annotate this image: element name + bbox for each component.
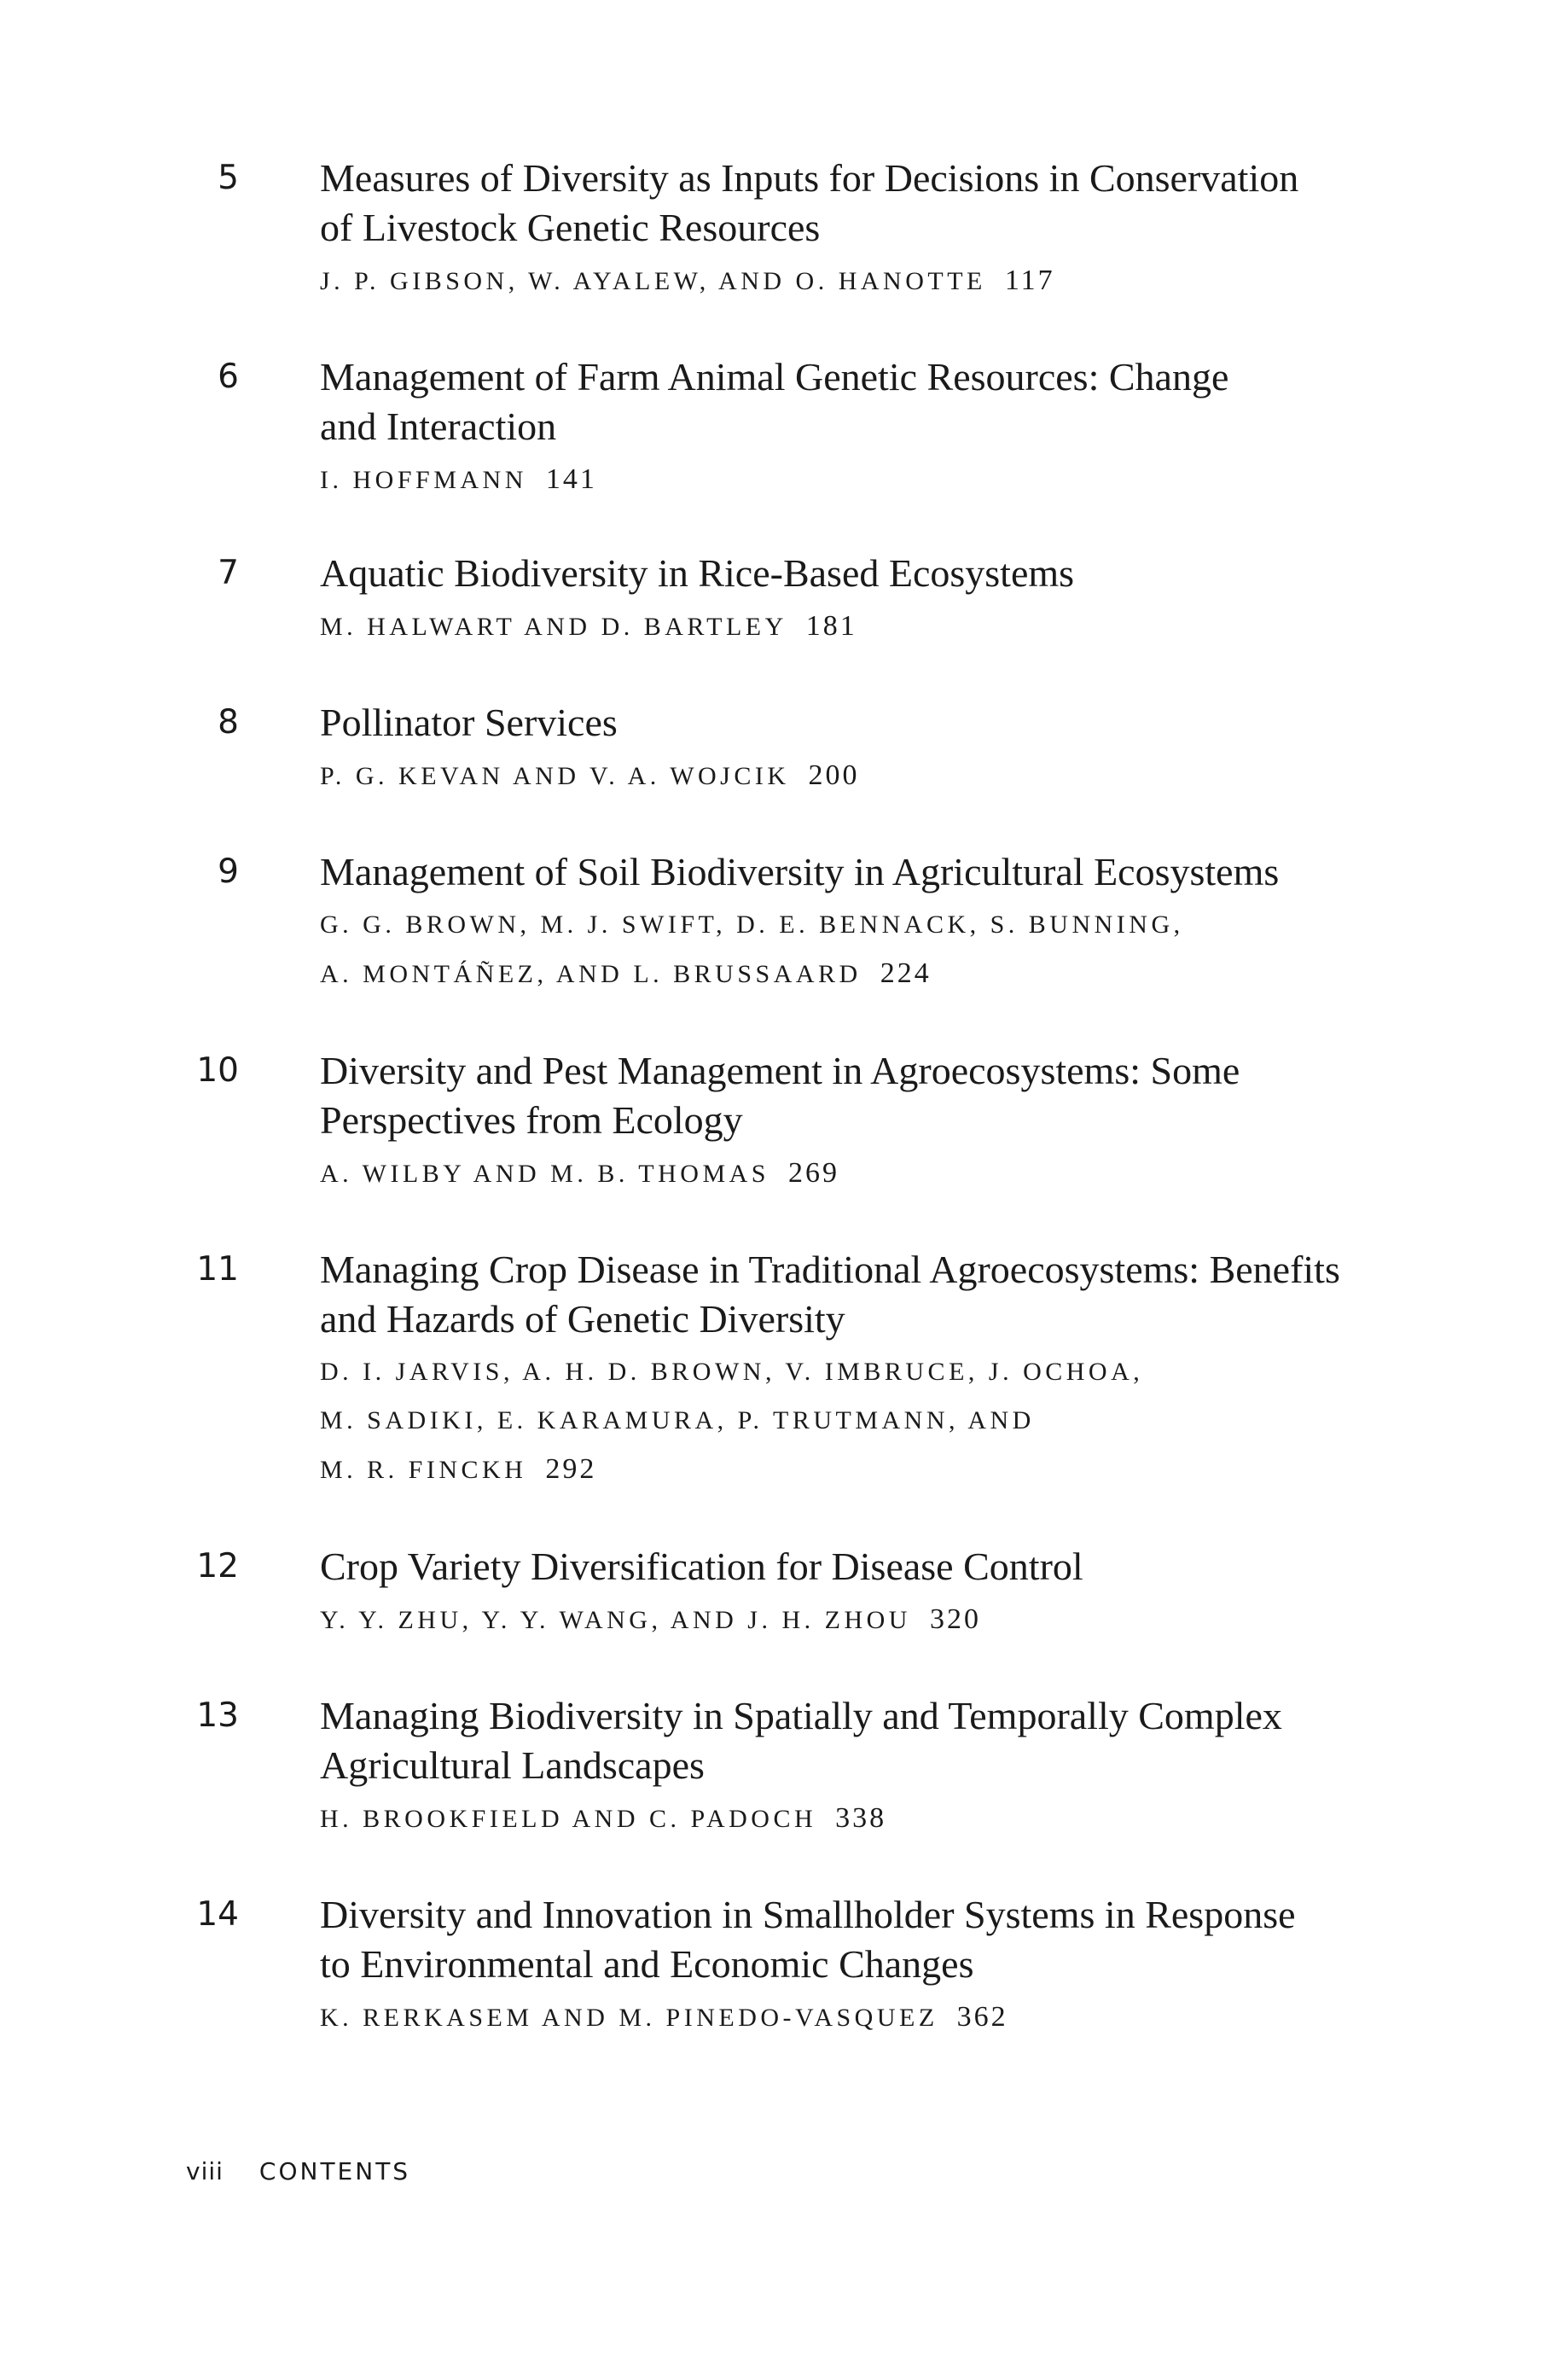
chapter-title: Crop Variety Diversification for Disease Control [320, 1545, 1083, 1588]
chapter-number: 14 [196, 1895, 239, 1934]
authors-text: D. I. JARVIS, A. H. D. BROWN, V. IMBRUCE, J. OCHOA, M. SADIKI, E. KARAMURA, P. TRUTMANN, AND M. R. FINCKH [320, 1358, 1144, 1484]
chapter-number: 11 [196, 1250, 239, 1289]
page-number: 320 [929, 1603, 981, 1635]
authors-text: H. BROOKFIELD AND C. PADOCH [320, 1805, 817, 1833]
chapter-authors [320, 602, 1531, 651]
authors-text: M. HALWART AND D. BARTLEY [320, 613, 787, 641]
chapter-title: Diversity and Pest Management in Agroecosystems: Some Perspectives from Ecology [320, 1049, 1240, 1142]
entry-body [320, 1691, 1531, 1843]
entry-body [320, 847, 1531, 998]
authors-text: I. HOFFMANN [320, 466, 527, 494]
chapter-number: 12 [196, 1547, 239, 1585]
chapter-authors [320, 1149, 1531, 1198]
chapter-number: 7 [218, 554, 239, 592]
chapter-authors [320, 1347, 1531, 1494]
page-number: 141 [545, 463, 597, 495]
chapter-number: 13 [196, 1696, 239, 1735]
chapter-number: 5 [218, 159, 239, 197]
page-number: 224 [880, 957, 932, 989]
chapter-title: Measures of Diversity as Inputs for Decisions in Conservation of Livestock Genetic Resources [320, 156, 1299, 249]
entry-body [320, 1245, 1531, 1494]
page-number: 362 [956, 2001, 1008, 2033]
chapter-title: Management of Soil Biodiversity in Agricultural Ecosystems [320, 850, 1280, 893]
chapter-authors [320, 1794, 1531, 1843]
authors-text: P. G. KEVAN AND V. A. WOJCIK [320, 762, 790, 790]
chapter-authors [320, 1595, 1531, 1644]
page-number: 338 [835, 1802, 887, 1834]
page-number: 269 [787, 1157, 839, 1189]
page-number: 117 [1004, 265, 1055, 296]
chapter-title: Managing Biodiversity in Spatially and Temporally Complex Agricultural Landscapes [320, 1694, 1282, 1787]
chapter-number: 6 [218, 358, 239, 396]
chapter-title: Aquatic Biodiversity in Rice-Based Ecosystems [320, 551, 1075, 595]
chapter-title: Management of Farm Animal Genetic Resources: Change and Interaction [320, 355, 1229, 448]
chapter-title: Diversity and Innovation in Smallholder Systems in Response to Environmental and Economic Changes [320, 1893, 1296, 1986]
chapter-authors [320, 455, 1531, 504]
chapter-number: 8 [218, 703, 239, 742]
chapter-authors [320, 751, 1531, 800]
page-number: 200 [808, 759, 860, 791]
authors-text: G. G. BROWN, M. J. SWIFT, D. E. BENNACK, S. BUNNING, A. MONTÁÑEZ, AND L. BRUSSAARD [320, 911, 1184, 988]
entry-body [320, 549, 1531, 651]
entry-body [320, 1046, 1531, 1198]
authors-text: K. RERKASEM AND M. PINEDO-VASQUEZ [320, 2004, 938, 2032]
page-number: 292 [545, 1453, 597, 1485]
entry-body [320, 352, 1531, 504]
chapter-authors [320, 900, 1531, 998]
chapter-number: 9 [218, 852, 239, 891]
chapter-number: 10 [196, 1051, 239, 1090]
running-head: CONTENTS [258, 2157, 411, 2185]
chapter-title: Managing Crop Disease in Traditional Agroecosystems: Benefits and Hazards of Genetic Diversity [320, 1248, 1340, 1341]
page-number: 181 [805, 610, 857, 642]
page-footer [186, 2157, 410, 2185]
authors-text: Y. Y. ZHU, Y. Y. WANG, AND J. H. ZHOU [320, 1606, 911, 1634]
chapter-authors [320, 256, 1531, 305]
entry-body [320, 698, 1531, 800]
entry-body [320, 1542, 1531, 1644]
authors-text: A. WILBY AND M. B. THOMAS [320, 1160, 769, 1188]
chapter-title: Pollinator Services [320, 701, 618, 744]
folio: viii [186, 2157, 224, 2185]
entry-body [320, 154, 1531, 305]
chapter-authors [320, 1993, 1531, 2042]
authors-text: J. P. GIBSON, W. AYALEW, AND O. HANOTTE [320, 267, 986, 295]
entry-body [320, 1890, 1531, 2042]
